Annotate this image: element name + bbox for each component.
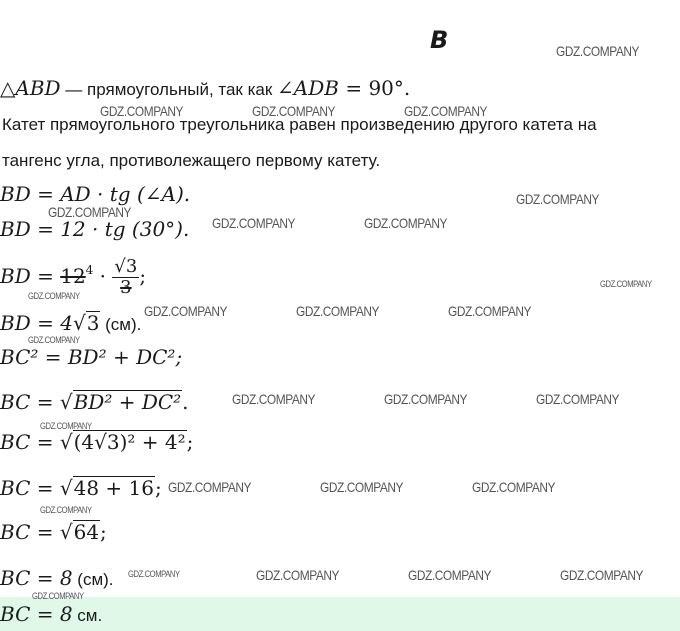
formula-bd-result: BD = 4√3 (см). (0, 311, 142, 335)
watermark: GDZ.COMPANY (600, 279, 652, 289)
math-abd: ABD (15, 76, 61, 100)
watermark: GDZ.COMPANY (28, 335, 80, 345)
watermark: GDZ.COMPANY (256, 567, 340, 583)
formula-bc-sub: BC = √(4√3)² + 4²; (0, 430, 194, 454)
formula-bd-12-tg30: BD = 12 · tg (30°). (0, 217, 190, 241)
watermark: GDZ.COMPANY (28, 291, 80, 301)
bc-lhs: BC = (0, 390, 60, 414)
radicand-48-16: 48 + 16 (73, 476, 154, 500)
formula-bc-48-16: BC = √48 + 16; (0, 476, 162, 500)
radicand-4sqrt3-4: (4√3)² + 4² (73, 430, 186, 454)
bd-lhs: BD = (0, 264, 61, 288)
watermark: GDZ.COMPANY (296, 303, 380, 319)
line-triangle-statement (0, 76, 410, 102)
formula-bc-64: BC = √64; (0, 520, 107, 544)
watermark: GDZ.COMPANY (560, 567, 644, 583)
variant-label: B (430, 26, 449, 54)
formula-bc-sqrt: BC = √BD² + DC². (0, 390, 189, 414)
answer-bc-eq-8: BC = 8 (0, 602, 73, 626)
watermark: GDZ.COMPANY (40, 421, 92, 431)
watermark: GDZ.COMPANY (404, 103, 488, 119)
bd-eq-4: BD = 4 (0, 311, 73, 335)
watermark: GDZ.COMPANY (212, 215, 296, 231)
period: . (182, 390, 189, 414)
rule-text-2: тангенс угла, противолежащего первому катету. (2, 151, 381, 170)
watermark: GDZ.COMPANY (232, 391, 316, 407)
watermark: GDZ.COMPANY (384, 391, 468, 407)
bc-lhs: BC = (0, 430, 60, 454)
watermark: GDZ.COMPANY (100, 103, 184, 119)
semicolon: ; (154, 476, 162, 500)
bc-lhs: BC = (0, 476, 60, 500)
rule-text-1: Катет прямоугольного треугольника равен произведению другого катета на (2, 115, 597, 134)
sqrt-3: 3 (86, 311, 100, 335)
unit-cm: (см). (100, 315, 142, 334)
bc-lhs: BC = (0, 520, 60, 544)
math-eq-90: = 90°. (338, 76, 411, 100)
watermark: GDZ.COMPANY (448, 303, 532, 319)
struck-12: 12 (60, 264, 86, 288)
watermark: GDZ.COMPANY (364, 215, 448, 231)
radicand-bd-dc: BD² + DC² (73, 390, 182, 414)
formula-bd-ad-tg: BD = AD · tg (∠A). (0, 182, 191, 206)
formula-bc-8 (0, 566, 114, 592)
watermark: GDZ.COMPANY (252, 103, 336, 119)
watermark: GDZ.COMPANY (408, 567, 492, 583)
unit-cm: (см). (72, 570, 114, 589)
watermark: GDZ.COMPANY (40, 505, 92, 515)
watermark: GDZ.COMPANY (516, 191, 600, 207)
reduced-4: 4 (85, 263, 94, 277)
watermark: GDZ.COMPANY (144, 303, 228, 319)
watermark: GDZ.COMPANY (48, 204, 132, 220)
watermark: GDZ.COMPANY (320, 479, 404, 495)
fraction-denominator: 3 (120, 277, 132, 299)
watermark: GDZ.COMPANY (32, 591, 84, 601)
semicolon: ; (139, 264, 147, 288)
semicolon: ; (100, 520, 107, 544)
fraction-numerator: √3 (114, 256, 138, 278)
watermark: GDZ.COMPANY (128, 569, 180, 579)
formula-pythagoras: BC² = BD² + DC²; (0, 345, 183, 369)
bc-eq-8: BC = 8 (0, 566, 73, 590)
watermark: GDZ.COMPANY (472, 479, 556, 495)
semicolon: ; (186, 430, 194, 454)
triangle-symbol: △ (0, 76, 16, 100)
angle-symbol: ∠ (277, 76, 294, 100)
watermark: GDZ.COMPANY (168, 479, 252, 495)
fraction-sqrt3-over-3 (112, 257, 139, 298)
dot-operator: · (93, 264, 113, 288)
radicand-64: 64 (73, 520, 100, 544)
watermark: GDZ.COMPANY (536, 391, 620, 407)
final-answer (0, 602, 102, 628)
watermark: GDZ.COMPANY (556, 43, 640, 59)
statement-text: — прямоугольный, так как (60, 80, 278, 99)
answer-unit: см. (72, 606, 103, 625)
math-adb: ADB (293, 76, 339, 100)
